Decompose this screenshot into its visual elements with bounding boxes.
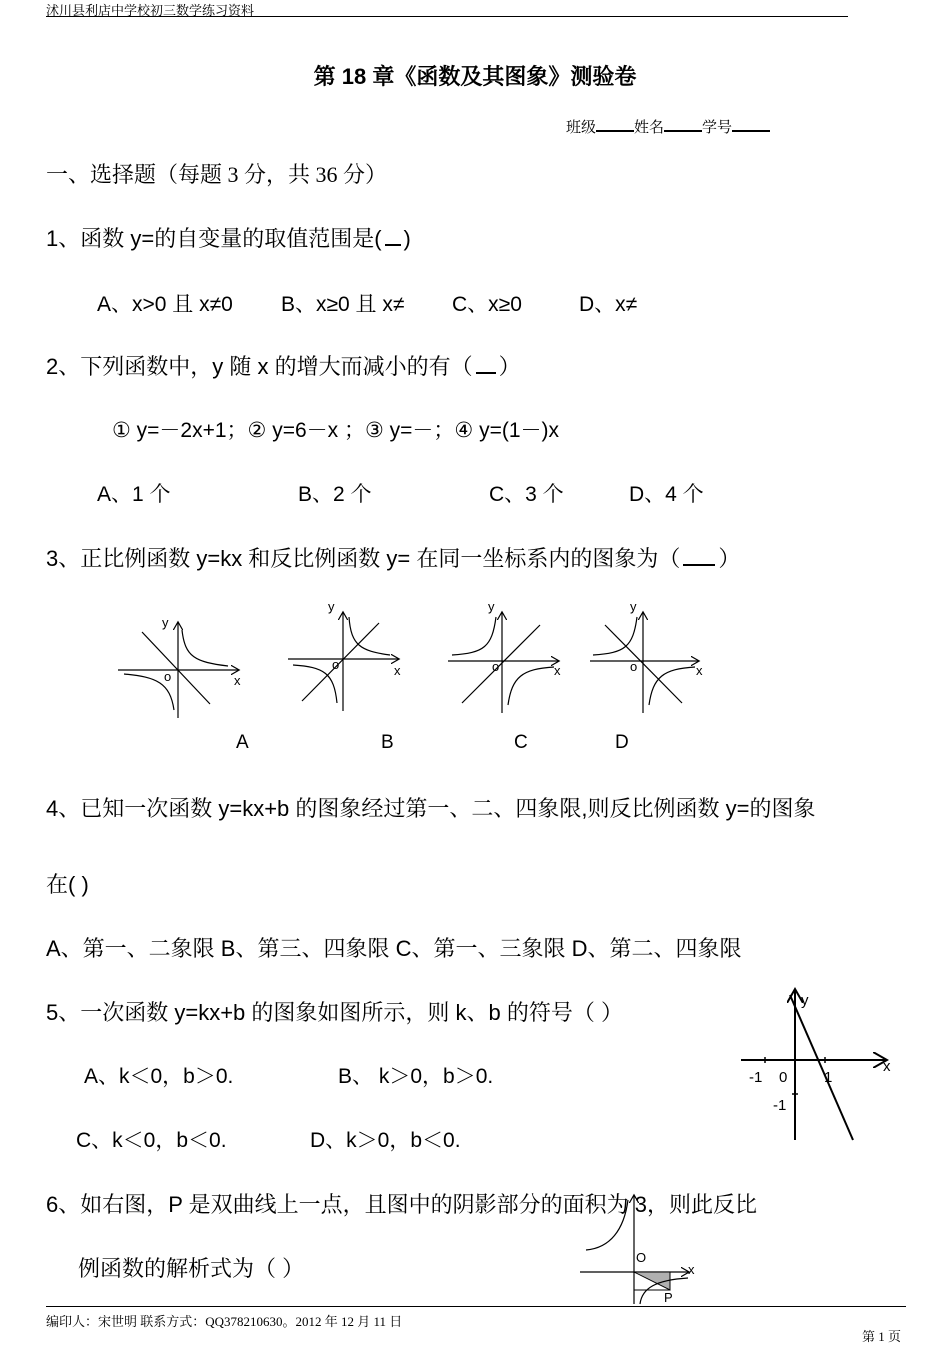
student-info [566, 116, 770, 137]
q5-tick-1: 1 [824, 1069, 833, 1086]
class-label: 班级 [566, 120, 597, 136]
id-label: 学号 [702, 120, 733, 136]
q3-stem-end: ） [718, 546, 741, 571]
q6-origin-label: O [636, 1250, 647, 1265]
question-6-stem-line2: 例函数的解析式为（ ） [78, 1256, 305, 1281]
q3-graphs [100, 595, 740, 730]
header-text: 沭川县利店中学校初三数学练习资料 [46, 3, 255, 18]
q3-graph-d[interactable] [590, 599, 703, 713]
page-number: 第 1 页 [862, 1329, 902, 1344]
footer-text: 编印人：宋世明 联系方式：QQ378210630。2012 年 12 月 11 日 [46, 1314, 403, 1329]
q2-answer-blank[interactable] [476, 354, 496, 374]
q3-c-y-label: y [488, 599, 495, 614]
q3-c-x-label: x [554, 663, 561, 678]
q5-tick-y-neg1: -1 [773, 1097, 787, 1114]
q2-stem-text: 2、下列函数中，y 随 x 的增大而减小的有（ [46, 354, 473, 379]
q1-stem-end: ) [403, 226, 411, 251]
q1-option-a: A、x>0 且 x≠0 [97, 293, 233, 316]
q5-tick-0: 0 [779, 1069, 788, 1086]
q1-option-d: D、x≠ [579, 293, 638, 316]
q1-option-c: C、x≥0 [452, 293, 522, 316]
name-blank[interactable] [664, 116, 702, 132]
q5-y-label: y [801, 992, 809, 1009]
q5-option-d: D、k＞0，b＜0. [310, 1129, 461, 1152]
q2-option-d: D、4 个 [629, 483, 704, 506]
q3-answer-blank[interactable] [683, 546, 715, 566]
q3-b-y-label: y [328, 599, 335, 614]
section-heading: 一、选择题（每题 3 分，共 36 分） [46, 162, 388, 187]
question-2-stem [46, 350, 521, 381]
q3-graph-c[interactable] [448, 599, 561, 713]
q1-stem-text: 1、函数 y=的自变量的取值范围是( [46, 226, 382, 251]
q3-a-x-label: x [234, 673, 241, 688]
question-5-stem: 5、一次函数 y=kx+b 的图象如图所示，则 k、b 的符号（ ） [46, 1000, 623, 1025]
header-rule [46, 16, 848, 17]
q3-b-x-label: x [394, 663, 401, 678]
q2-function-list: ① y=－2x+1；② y=6－x ；③ y=－；④ y=(1－)x [112, 419, 559, 442]
q2-option-b: B、2 个 [298, 483, 372, 506]
q3-label-b: B [381, 732, 394, 753]
q5-option-b: B、 k＞0，b＞0. [338, 1065, 494, 1088]
q3-d-origin: o [630, 659, 638, 674]
q2-option-c: C、3 个 [489, 483, 564, 506]
q1-answer-blank[interactable] [385, 226, 401, 246]
question-1-stem [46, 222, 411, 253]
q5-option-c: C、k＜0，b＜0. [76, 1129, 227, 1152]
question-6-stem-line1: 6、如右图，P 是双曲线上一点，且图中的阴影部分的面积为 3，则此反比 [46, 1192, 757, 1217]
q2-option-a: A、1 个 [97, 483, 171, 506]
q5-tick-neg1: -1 [749, 1069, 763, 1086]
name-label: 姓名 [634, 120, 665, 136]
q3-graph-a[interactable] [118, 615, 241, 718]
q1-option-b: B、x≥0 且 x≠ [281, 293, 405, 316]
q4-options: A、第一、二象限 B、第三、四象限 C、第一、三象限 D、第二、四象限 [46, 936, 742, 961]
q3-d-x-label: x [696, 663, 703, 678]
q6-point-label: P [664, 1290, 673, 1305]
class-blank[interactable] [596, 116, 634, 132]
question-4-stem-line1: 4、已知一次函数 y=kx+b 的图象经过第一、二、四象限,则反比例函数 y=的图象 [46, 796, 816, 821]
q3-label-a: A [236, 732, 249, 753]
id-blank[interactable] [732, 116, 770, 132]
q3-c-origin: o [492, 659, 500, 674]
q3-d-y-label: y [630, 599, 637, 614]
footer-rule [46, 1306, 906, 1307]
question-3-stem [46, 542, 740, 573]
q3-b-origin: o [332, 657, 340, 672]
q3-stem-text: 3、正比例函数 y=kx 和反比例函数 y= 在同一坐标系内的图象为（ [46, 546, 681, 571]
q3-a-origin: o [164, 669, 172, 684]
q3-label-c: C [514, 732, 528, 753]
q6-x-label: x [688, 1262, 695, 1277]
q3-a-y-label: y [162, 615, 169, 630]
q3-label-d: D [615, 732, 629, 753]
q5-option-a: A、k＜0，b＞0. [84, 1065, 234, 1088]
q3-graph-b[interactable] [288, 599, 401, 711]
q5-x-label: x [883, 1058, 891, 1075]
q2-stem-end: ） [498, 354, 521, 379]
question-4-stem-line2: 在( ) [46, 872, 89, 897]
page-title: 第 18 章《函数及其图象》测验卷 [313, 64, 637, 89]
q5-line-graph [735, 985, 895, 1145]
q6-hyperbola-graph [580, 1190, 710, 1305]
